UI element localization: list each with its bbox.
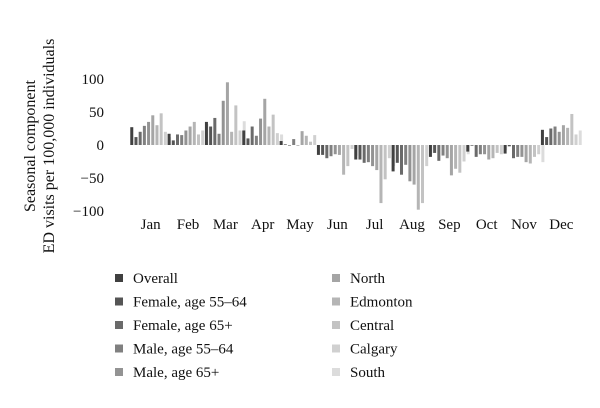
bar: [342, 145, 345, 175]
bar: [404, 145, 407, 165]
bar: [246, 138, 249, 145]
y-tick-label: 100: [81, 72, 104, 88]
bar: [301, 131, 304, 145]
bar: [379, 145, 382, 203]
bar: [330, 145, 333, 156]
bar: [512, 145, 515, 158]
bar: [313, 135, 316, 145]
bar: [242, 130, 245, 145]
bar: [437, 145, 440, 161]
bar: [545, 137, 548, 145]
bar: [209, 127, 212, 145]
bar: [392, 145, 395, 171]
bar: [164, 132, 167, 145]
bar: [251, 127, 254, 145]
bar: [176, 134, 179, 145]
bar: [134, 137, 137, 145]
bar: [384, 145, 387, 179]
bar: [533, 145, 536, 157]
bar: [541, 145, 544, 162]
bar: [292, 139, 295, 145]
bar: [470, 145, 473, 146]
month-label: Dec: [549, 217, 574, 233]
bar: [479, 145, 482, 154]
bar: [541, 130, 544, 145]
bar: [496, 145, 499, 153]
bar: [239, 130, 242, 145]
bar: [417, 145, 420, 210]
bar: [139, 132, 142, 145]
bar: [421, 145, 424, 203]
month-label: Aug: [399, 217, 425, 233]
bar: [375, 145, 378, 170]
bar: [160, 113, 163, 145]
legend-swatch: [115, 345, 123, 353]
legend-swatch: [332, 321, 340, 329]
legend-label: Male, age 65+: [133, 365, 220, 381]
bar: [520, 145, 523, 157]
bar: [458, 145, 461, 173]
bar: [454, 145, 457, 169]
bar: [193, 122, 196, 145]
bar: [500, 145, 503, 154]
legend-swatch: [332, 274, 340, 282]
bar: [367, 145, 370, 162]
bar: [151, 115, 154, 145]
legend-label: North: [350, 271, 385, 287]
x-axis-month-labels: [141, 217, 574, 233]
bar: [197, 134, 200, 145]
bar: [408, 145, 411, 181]
bar: [222, 101, 225, 145]
bar: [483, 145, 486, 154]
bar: [276, 133, 279, 145]
bars-group: [130, 82, 581, 209]
y-tick-label: 0: [96, 138, 104, 154]
month-label: Feb: [176, 217, 200, 233]
bar: [433, 145, 436, 153]
legend-swatch: [115, 298, 123, 306]
bar: [466, 145, 469, 152]
bar: [475, 145, 478, 157]
bar: [272, 115, 275, 145]
bar: [130, 127, 133, 145]
bar: [358, 145, 361, 160]
month-label: Apr: [251, 217, 275, 233]
bar: [189, 127, 192, 145]
month-label: Jun: [326, 217, 348, 233]
bar: [354, 145, 357, 160]
month-label: Nov: [511, 217, 537, 233]
legend-swatch: [115, 274, 123, 282]
bar: [371, 145, 374, 166]
bar: [516, 145, 519, 157]
legend-swatch: [332, 298, 340, 306]
legend-label: Female, age 65+: [133, 318, 233, 334]
month-label: Sep: [438, 217, 461, 233]
bar: [525, 145, 528, 162]
bar: [263, 99, 266, 145]
bar: [334, 145, 337, 154]
bar: [172, 140, 175, 145]
legend-label: South: [350, 365, 386, 381]
bar: [147, 122, 150, 145]
legend-label: Male, age 55–64: [133, 341, 234, 358]
bar: [143, 126, 146, 145]
bar: [226, 82, 229, 145]
bar: [325, 145, 328, 158]
bar: [442, 145, 445, 156]
bar: [413, 145, 416, 185]
bar: [570, 114, 573, 145]
bar: [280, 141, 283, 145]
bar: [184, 130, 187, 145]
bar: [155, 125, 158, 145]
bar: [450, 145, 453, 175]
y-tick-label: −50: [80, 171, 104, 187]
bar: [400, 145, 403, 175]
y-axis-ticks: [73, 72, 104, 220]
bar: [180, 135, 183, 145]
bar: [218, 134, 221, 145]
bar: [296, 145, 299, 146]
bar: [321, 145, 324, 155]
bar: [259, 119, 262, 145]
bar: [446, 145, 449, 158]
bar: [504, 145, 507, 154]
month-label: Oct: [475, 217, 498, 233]
bar: [425, 145, 428, 166]
bar: [230, 132, 233, 145]
bar: [213, 118, 216, 145]
y-tick-label: 50: [89, 105, 104, 121]
y-axis-title-line2: ED visits per 100,000 individuals: [41, 38, 58, 254]
bar: [537, 145, 540, 154]
bar: [309, 142, 312, 145]
bar: [201, 130, 204, 145]
bar: [388, 145, 391, 158]
legend-label: Edmonton: [350, 294, 413, 311]
bar: [487, 145, 490, 160]
month-label: Jul: [365, 217, 384, 233]
month-label: Mar: [212, 217, 238, 233]
bar: [317, 145, 320, 155]
bar: [396, 145, 399, 163]
legend-label: Central: [350, 318, 395, 334]
bar: [351, 145, 354, 149]
bar: [363, 145, 366, 163]
month-label: Jan: [140, 217, 161, 233]
bar: [284, 144, 287, 145]
bar: [338, 145, 341, 155]
bar: [255, 136, 258, 145]
bar: [562, 125, 565, 145]
bar: [491, 145, 494, 158]
legend-label: Female, age 55–64: [133, 294, 247, 311]
bar: [305, 136, 308, 145]
bar: [508, 145, 511, 146]
bar: [554, 127, 557, 145]
y-tick-label: −100: [73, 204, 104, 220]
legend-label: Overall: [133, 271, 178, 287]
legend: [115, 271, 413, 381]
bar: [168, 134, 171, 145]
legend-swatch: [115, 321, 123, 329]
month-label: May: [286, 217, 314, 233]
bar: [346, 145, 349, 166]
bar: [234, 105, 237, 145]
bar: [558, 132, 561, 145]
bar: [579, 130, 582, 145]
bar: [463, 145, 466, 162]
bar: [529, 145, 532, 163]
bar: [267, 127, 270, 145]
bar: [429, 145, 432, 157]
bar: [205, 122, 208, 145]
y-axis-title-line1: Seasonal component: [22, 80, 39, 212]
legend-swatch: [332, 368, 340, 376]
bar: [549, 129, 552, 146]
bar: [566, 128, 569, 145]
legend-swatch: [115, 368, 123, 376]
bar: [575, 134, 578, 145]
legend-swatch: [332, 345, 340, 353]
bar: [288, 145, 291, 146]
legend-label: Calgary: [350, 341, 398, 358]
